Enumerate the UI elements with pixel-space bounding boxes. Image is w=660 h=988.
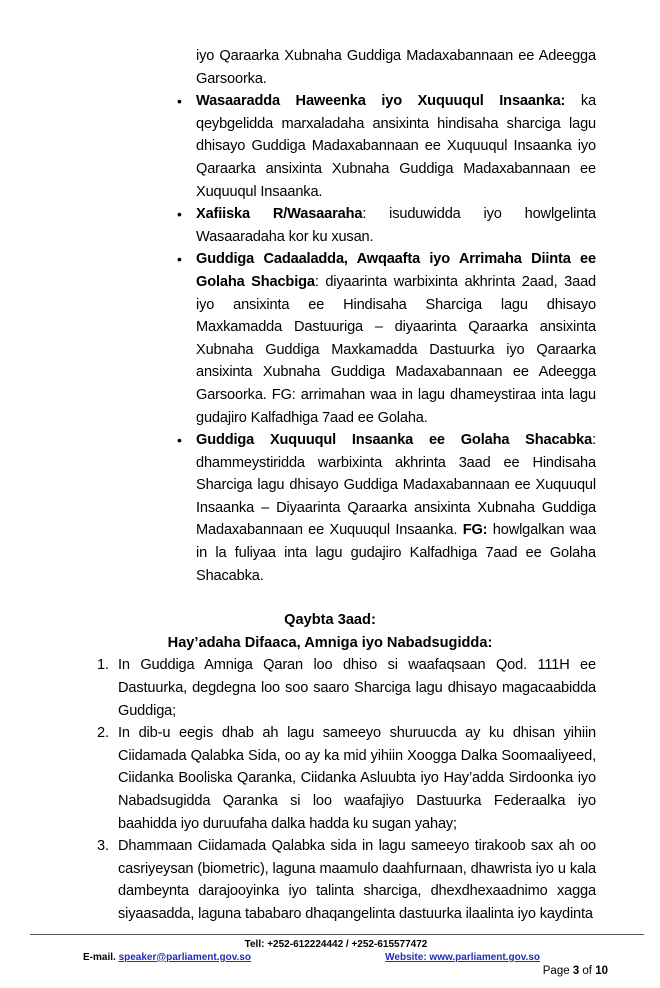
bullet-text: : diyaarinta warbixinta akhrinta 2aad, 3aad iyo ansixinta ee Hindisaha Sharciga lagu dhisayo Maxkamadda Dastuuriga – diyaarinta Qaraarka ansixinta Xubnaha Guddiga Maxkamadda Dastuurka iyo Qaraarka ansixinta Xubnaha Guddiga Madaxabannaan ee Adeegga Garsoorka. FG: arrimahan waa in lagu dhameystiraa inta lagu gudajiro Kalfadhiga 7aad ee Golaha. bbox=[196, 273, 597, 426]
bullet-icon: • bbox=[177, 206, 182, 223]
bullet-item bbox=[177, 429, 596, 587]
item-text: In Guddiga Amniga Qaran loo dhiso si waafaqsaan Qod. 111H ee Dastuurka, degdegna loo soo saaro Sharciga lagu dhisayo magacaabidda Guddiga; bbox=[118, 657, 596, 719]
item-number: 3. bbox=[97, 838, 109, 855]
page-of: of bbox=[579, 964, 596, 977]
bullet-item bbox=[177, 203, 596, 248]
numbered-item bbox=[97, 654, 596, 722]
bullet-icon: • bbox=[177, 432, 182, 449]
numbered-item bbox=[97, 722, 596, 835]
item-text: In dib-u eegis dhab ah lagu sameeyo shuruucda ay ku dhisan yihiin Ciidamada Qalabka Sida, oo ay ka mid yihiin Xoogga Dalka Soomaaliyeed, Ciidanka Booliska Qaranka, Ciidanka Asluubta iyo Hay’adda Sirdoonka iyo Nabadsugidda Qaranka si loo waafajiyo Dastuurka Federaalka iyo baahidda iyo duruufaha dalka hadda ku sugan yahay; bbox=[118, 725, 596, 832]
bullet-bold-heading: Xafiiska R/Wasaaraha bbox=[196, 206, 363, 223]
bullet-text: : isuduwidda iyo howlgelinta Wasaaradaha kor ku xusan. bbox=[196, 206, 596, 245]
numbered-list bbox=[97, 654, 596, 925]
section-subtitle: Hay’adaha Difaaca, Amniga iyo Nabadsugidda: bbox=[167, 634, 493, 651]
bullet-item bbox=[177, 248, 597, 429]
bullet-bold-note: FG: bbox=[462, 522, 488, 539]
bullet-icon: • bbox=[177, 93, 182, 110]
bullet-bold-heading: Wasaaradda Haweenka iyo Xuquuqul Insaanka: bbox=[196, 93, 566, 110]
bullet-text: iyo Qaraarka Xubnaha Guddiga Madaxabannaan ee Adeegga Garsoorka. bbox=[196, 48, 596, 87]
footer-contact-row bbox=[0, 951, 660, 964]
bullet-item bbox=[177, 90, 596, 203]
footer-email-label: E-mail. bbox=[83, 951, 119, 963]
bullet-bold-heading: Guddiga Cadaaladda, Awqaafta iyo Arrimaha Diinta ee Golaha Shacbiga bbox=[196, 251, 596, 290]
bullet-item-continuation bbox=[196, 45, 596, 90]
item-text: Dhammaan Ciidamada Qalabka sida in lagu sameeyo tirakoob sax ah oo casriyeysan (biometric), laguna maamulo daahfurnaan, dhawrista iyo u kala dambeynta darajooyinka iyo talinta sharciga, dhexdhexaadnimo xagga siyaasadda, laguna tababaro dhaqangelinta dastuurka ilaalinta iyo kaydinta bbox=[118, 838, 596, 922]
footer-email bbox=[83, 951, 251, 964]
page-number bbox=[0, 964, 660, 978]
section-title: Qaybta 3aad: bbox=[284, 612, 376, 629]
bullet-icon: • bbox=[177, 251, 182, 268]
item-number: 1. bbox=[97, 657, 109, 674]
bullet-text-note: howlgalkan waa in la fuliyaa inta lagu gudajiro Kalfadhiga 7aad ee Golaha Shacabka. bbox=[196, 522, 596, 584]
page-prefix: Page bbox=[542, 964, 573, 977]
section-heading-block bbox=[0, 609, 660, 654]
bullet-text: : dhammeystiridda warbixinta akhrinta 3aad ee Hindisaha Sharciga lagu dhisayo Guddiga Madaxabannaan ee Xuquuqul Insaanka – Diyaarinta Qaraarka ansixinta Xubnaha Guddiga Madaxabannaan ee Xuquuqul Insaanka. bbox=[196, 432, 596, 539]
page-footer bbox=[0, 934, 660, 988]
footer-website-link[interactable]: Website: www.parliament.gov.so bbox=[385, 951, 540, 963]
footer-phone: Tell: +252-612224442 / +252-615577472 bbox=[244, 938, 428, 950]
footer-email-link[interactable]: speaker@parliament.gov.so bbox=[118, 951, 251, 963]
page-current: 3 bbox=[572, 964, 580, 977]
bullet-bold-heading: Guddiga Xuquuqul Insaanka ee Golaha Shacabka bbox=[196, 432, 593, 449]
numbered-item bbox=[97, 835, 596, 925]
page-total: 10 bbox=[595, 964, 608, 977]
item-number: 2. bbox=[97, 725, 109, 742]
bullet-list bbox=[177, 45, 597, 587]
bullet-text: ka qeybgelidda marxaladaha ansixinta hindisaha sharciga lagu dhisayo Guddiga Madaxabannaan ee Xuquuqul Insaanka iyo Qaraarka ansixinta Xubnaha Guddiga Madaxabannaan ee Xuquuqul Insaanka. bbox=[196, 93, 596, 200]
